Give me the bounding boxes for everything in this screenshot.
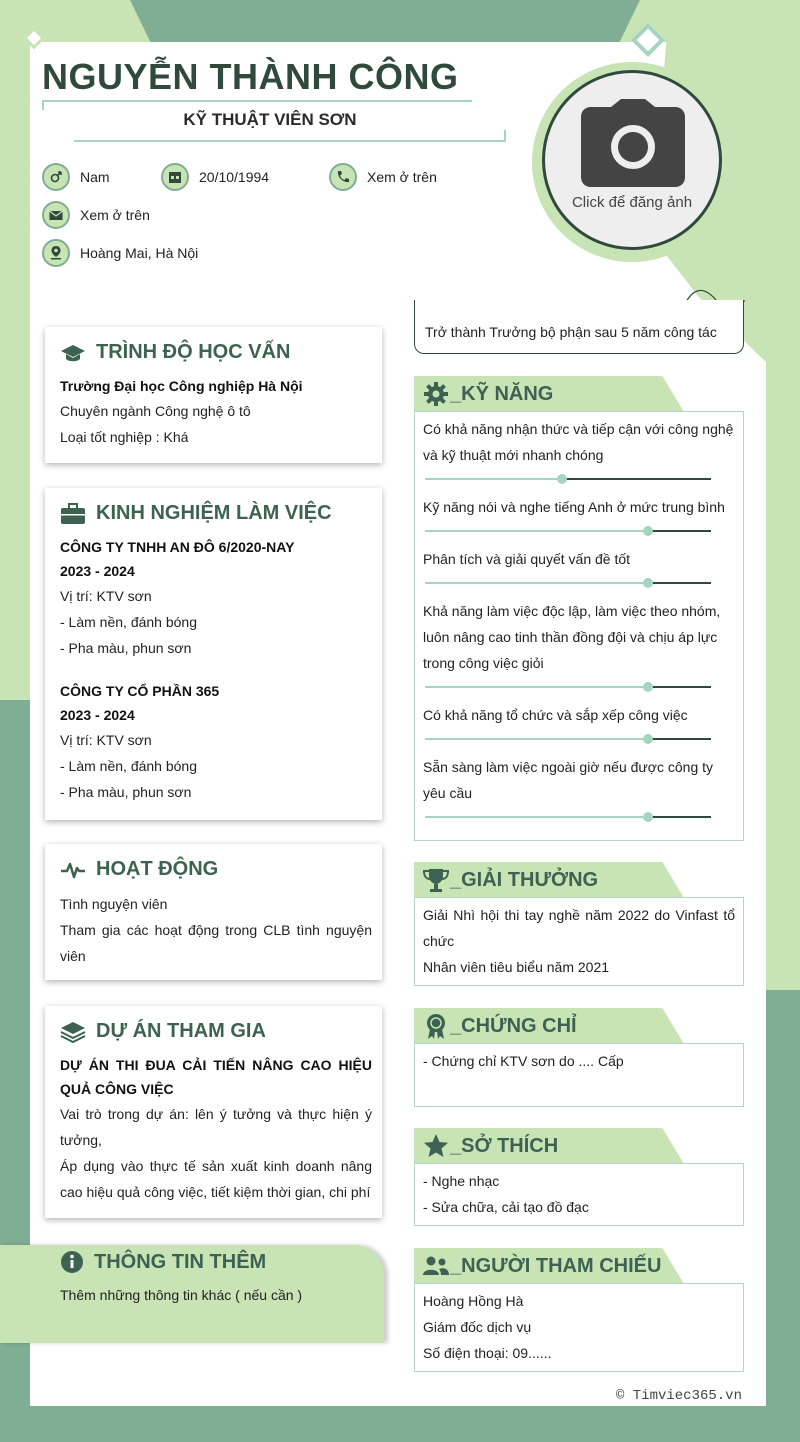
certificates-title-wrap <box>414 1012 577 1040</box>
activity-line: Tình nguyện viên <box>60 896 168 912</box>
skill-label: Phân tích và giải quyết vấn đề tốt <box>423 551 631 567</box>
job-task: - Làm nền, đánh bóng <box>60 614 197 630</box>
projects-heading <box>60 1020 372 1043</box>
email-value: Xem ở trên <box>80 207 150 223</box>
slider-knob[interactable] <box>643 812 653 822</box>
skill-label: Kỹ năng nói và nghe tiếng Anh ở mức trung bình <box>423 499 725 515</box>
skills-heading <box>414 376 553 412</box>
education-title: TRÌNH ĐỘ HỌC VẤN <box>96 341 291 363</box>
references-title: _NGƯỜI THAM CHIẾU <box>450 1254 662 1277</box>
objective-text: Trở thành Trưởng bộ phận sau 5 năm công tác <box>425 324 717 340</box>
skill-level-slider[interactable] <box>425 730 711 748</box>
certificates-heading <box>414 1008 577 1044</box>
skills-title-wrap <box>414 380 553 408</box>
skills-title: _KỸ NĂNG <box>450 382 554 405</box>
skill-item <box>423 598 735 696</box>
birthday-info <box>161 163 269 191</box>
project-name: DỰ ÁN THI ĐUA CẢI TIẾN NÂNG CAO HIỆU QUẢ CÔNG VIỆC <box>60 1057 372 1097</box>
skill-level-slider[interactable] <box>425 678 711 696</box>
activity-line: Tham gia các hoạt động trong CLB tình nguyện viên <box>60 922 372 964</box>
skill-label: Có khả năng tổ chức và sắp xếp công việc <box>423 707 688 723</box>
education-heading <box>60 341 372 364</box>
job-position: Vị trí: KTV sơn <box>60 732 152 748</box>
skill-level-slider[interactable] <box>425 522 711 540</box>
camera-icon <box>581 99 685 187</box>
slider-fill <box>425 816 648 818</box>
phone-value: Xem ở trên <box>367 169 437 185</box>
awards-heading <box>414 862 598 898</box>
email-icon <box>42 201 70 229</box>
experience-section <box>45 488 382 820</box>
skill-item <box>423 416 735 488</box>
pulse-icon <box>60 860 86 880</box>
slider-knob[interactable] <box>557 474 567 484</box>
phone-info <box>329 163 437 191</box>
job-entry <box>60 679 372 805</box>
references-title-wrap <box>414 1255 661 1278</box>
users-icon <box>422 1255 450 1277</box>
hobby-item: - Sửa chữa, cải tạo đồ đạc <box>423 1199 589 1215</box>
gender-info <box>42 163 110 191</box>
project-role: Vai trò trong dự án: lên ý tưởng và thực hiện ý tưởng, <box>60 1106 372 1148</box>
skill-level-slider[interactable] <box>425 808 711 826</box>
slider-knob[interactable] <box>643 734 653 744</box>
graduation-cap-icon <box>60 343 86 363</box>
company-name: CÔNG TY CỔ PHẦN 365 <box>60 683 220 699</box>
awards-title-wrap <box>414 867 598 893</box>
name-underline-tick <box>42 100 44 110</box>
role-underline <box>74 140 506 142</box>
job-period: 2023 - 2024 <box>60 563 135 579</box>
hobby-item: - Nghe nhạc <box>423 1173 500 1189</box>
more-info-text: Thêm những thông tin khác ( nếu cần ) <box>60 1287 303 1303</box>
gear-icon <box>422 380 450 408</box>
skill-label: Khả năng làm việc độc lập, làm việc theo nhóm, luôn nâng cao tinh thần đồng đội và chịu áp lực trong công việc giỏi <box>423 603 721 671</box>
award-ribbon-icon <box>422 1012 450 1040</box>
skill-item <box>423 494 735 540</box>
slider-knob[interactable] <box>643 682 653 692</box>
role-underline-tick <box>504 130 506 142</box>
projects-title: DỰ ÁN THAM GIA <box>96 1020 266 1042</box>
school-name: Trường Đại học Công nghiệp Hà Nội <box>60 378 303 394</box>
skill-level-slider[interactable] <box>425 574 711 592</box>
slider-fill <box>425 478 562 480</box>
star-icon <box>422 1133 450 1159</box>
gender-icon <box>42 163 70 191</box>
slider-fill <box>425 738 648 740</box>
project-apply: Áp dụng vào thực tế sản xuất kinh doanh nâng cao hiệu quả công việc, tiết kiệm thời gian, chi phí <box>60 1158 372 1200</box>
job-title: KỸ THUẬT VIÊN SƠN <box>183 110 357 129</box>
skill-label: Sẵn sàng làm việc ngoài giờ nếu được công ty yêu cầu <box>423 759 714 801</box>
references-list <box>414 1283 744 1372</box>
slider-knob[interactable] <box>643 526 653 536</box>
skill-item <box>423 546 735 592</box>
projects-section <box>45 1006 382 1218</box>
career-objective <box>414 300 744 354</box>
footer-brand: © Timviec365.vn <box>615 1388 742 1404</box>
birthday-value: 20/10/1994 <box>199 169 270 185</box>
job-period: 2023 - 2024 <box>60 707 135 723</box>
photo-upload[interactable] <box>542 70 722 250</box>
gender-value: Nam <box>80 169 110 185</box>
hobbies-heading <box>414 1128 558 1164</box>
email-info <box>42 201 150 229</box>
address-info <box>42 239 198 267</box>
hobbies-title-wrap <box>414 1133 558 1159</box>
trophy-icon <box>422 867 450 893</box>
experience-title: KINH NGHIỆM LÀM VIỆC <box>96 502 332 524</box>
hobbies-list <box>414 1163 744 1226</box>
more-info-heading <box>60 1250 370 1274</box>
hobbies-title: _SỞ THÍCH <box>450 1134 559 1157</box>
experience-heading <box>60 502 372 525</box>
references-heading <box>414 1248 661 1284</box>
briefcase-icon <box>60 503 86 525</box>
reference-phone: Số điện thoại: 09...... <box>423 1345 552 1361</box>
skills-list <box>414 411 744 841</box>
job-position: Vị trí: KTV sơn <box>60 588 152 604</box>
name-underline <box>42 100 472 102</box>
calendar-icon <box>161 163 189 191</box>
grade: Loại tốt nghiệp : Khá <box>60 429 189 445</box>
reference-name: Hoàng Hồng Hà <box>423 1293 524 1309</box>
job-task: - Pha màu, phun sơn <box>60 784 192 800</box>
awards-list <box>414 897 744 986</box>
more-info-section <box>60 1250 370 1308</box>
certificates-title: _CHỨNG CHỈ <box>450 1014 577 1037</box>
certificates-list <box>414 1043 744 1107</box>
awards-title: _GIẢI THƯỞNG <box>450 868 599 891</box>
photo-hint[interactable]: Click để đăng ảnh <box>571 194 693 211</box>
activities-heading <box>60 858 372 881</box>
company-name: CÔNG TY TNHH AN ĐÔ 6/2020-NAY <box>60 539 295 555</box>
slider-fill <box>425 686 648 688</box>
bg-right-band <box>766 990 800 1442</box>
certificate-item: - Chứng chỉ KTV sơn do .... Cấp <box>423 1053 624 1069</box>
phone-icon <box>329 163 357 191</box>
layers-icon <box>60 1021 86 1043</box>
skill-item <box>423 702 735 748</box>
job-task: - Làm nền, đánh bóng <box>60 758 197 774</box>
skill-label: Có khả năng nhận thức và tiếp cận với công nghệ và kỹ thuật mới nhanh chóng <box>423 421 734 463</box>
info-icon <box>60 1250 84 1274</box>
reference-position: Giám đốc dịch vụ <box>423 1319 532 1335</box>
major: Chuyên ngành Công nghệ ô tô <box>60 403 251 419</box>
location-icon <box>42 239 70 267</box>
slider-fill <box>425 582 648 584</box>
slider-fill <box>425 530 648 532</box>
more-info-title: THÔNG TIN THÊM <box>94 1250 267 1273</box>
award-item: Giải Nhì hội thi tay nghề năm 2022 do Vinfast tổ chức <box>423 907 735 949</box>
slider-knob[interactable] <box>643 578 653 588</box>
job-task: - Pha màu, phun sơn <box>60 640 192 656</box>
skill-level-slider[interactable] <box>425 470 711 488</box>
address-value: Hoàng Mai, Hà Nội <box>80 245 199 261</box>
activities-title: HOẠT ĐỘNG <box>96 858 219 880</box>
skill-item <box>423 754 735 826</box>
award-item: Nhân viên tiêu biểu năm 2021 <box>423 959 610 975</box>
activities-section <box>45 844 382 980</box>
job-entry <box>60 535 372 661</box>
education-section <box>45 327 382 463</box>
bg-top-band <box>130 0 640 42</box>
candidate-name: NGUYỄN THÀNH CÔNG <box>42 56 459 97</box>
